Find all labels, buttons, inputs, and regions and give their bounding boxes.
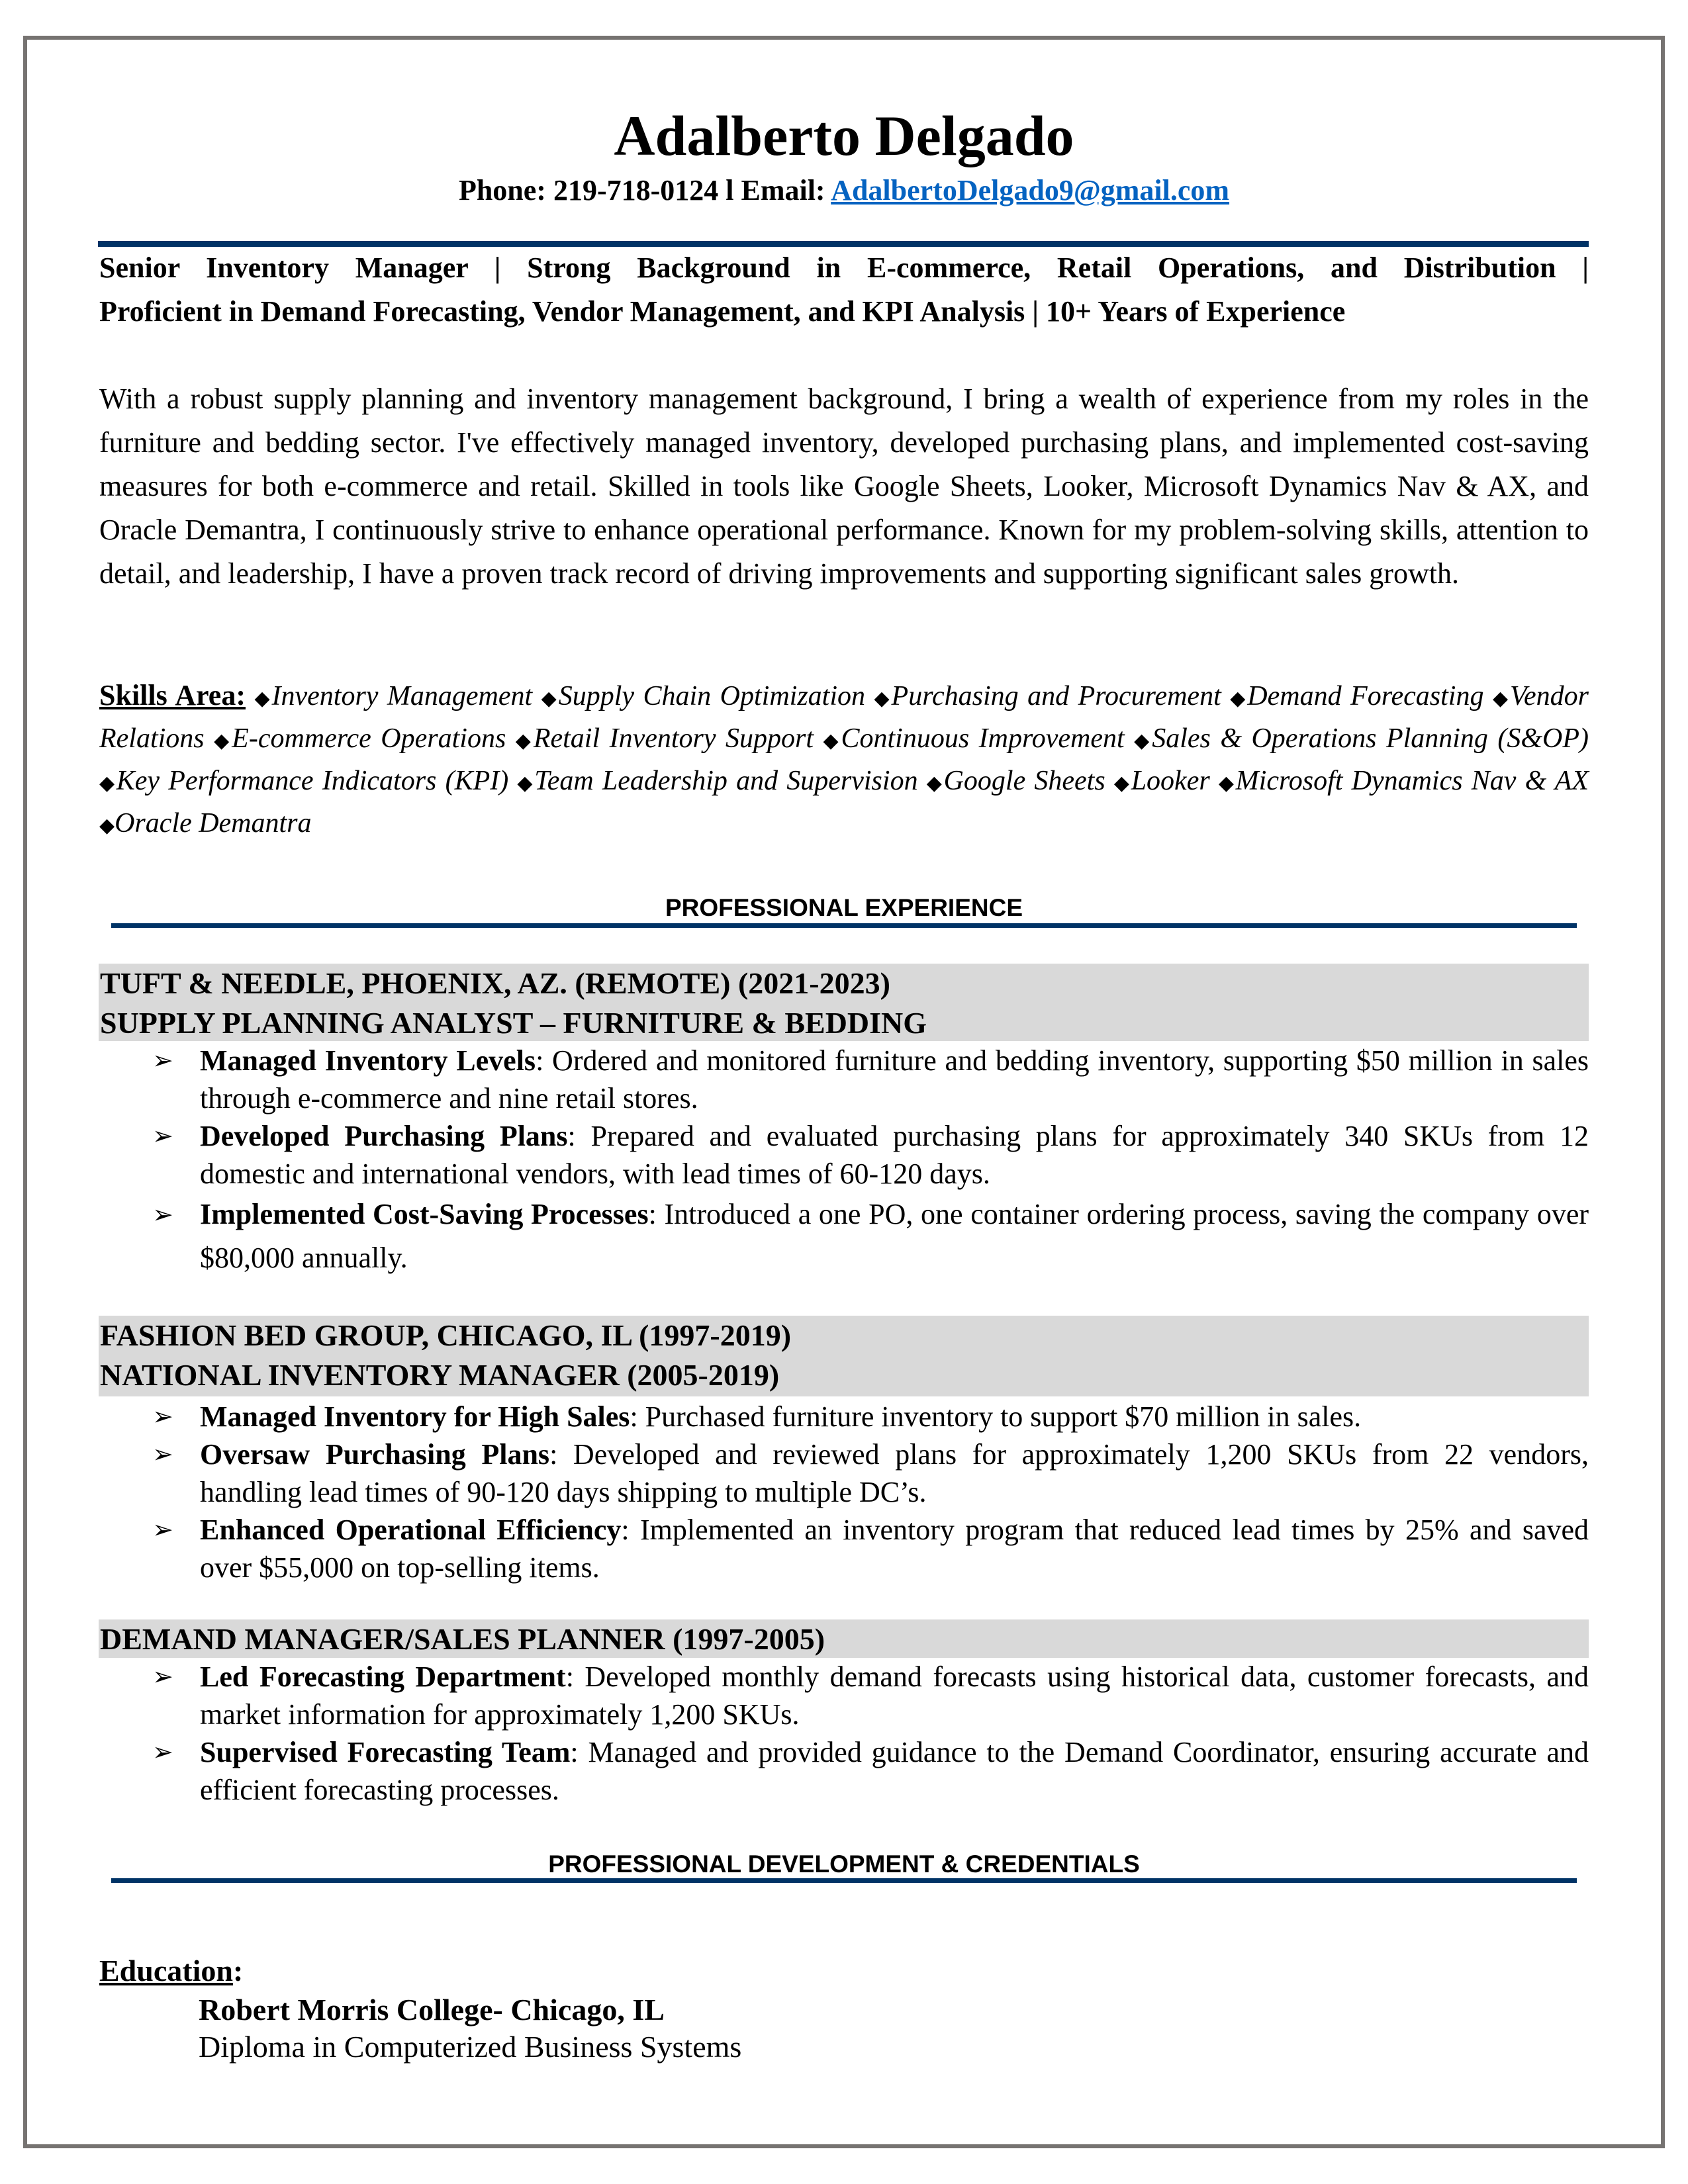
skill-item: Demand Forecasting [1247, 681, 1484, 711]
skill-item: Supply Chain Optimization [558, 681, 866, 711]
phone-number: 219-718-0124 [553, 174, 719, 206]
job-title: SUPPLY PLANNING ANALYST – FURNITURE & BEDDING [100, 1006, 927, 1040]
diamond-icon: ◆ [1134, 729, 1152, 752]
bullet-text: : Purchased furniture inventory to support $70 million in sales. [630, 1400, 1362, 1433]
job-bullet [99, 1193, 1589, 1280]
diamond-icon: ◆ [517, 772, 535, 795]
section-divider-credentials [111, 1878, 1577, 1883]
skill-item: Key Performance Indicators (KPI) [116, 766, 509, 796]
education-heading [99, 1951, 243, 1991]
job-company: FASHION BED GROUP, CHICAGO, IL (1997-2019) [100, 1318, 792, 1352]
education-degree: Diploma in Computerized Business Systems [199, 2030, 742, 2064]
diamond-icon: ◆ [214, 729, 232, 752]
job-bullets-tuft-needle [99, 1042, 1589, 1280]
arrowhead-bullet-icon: ➢ [152, 1515, 173, 1544]
arrowhead-bullet-icon: ➢ [152, 1200, 173, 1229]
diamond-icon: ◆ [515, 729, 534, 752]
job-title: NATIONAL INVENTORY MANAGER (2005-2019) [100, 1358, 780, 1392]
job-company: TUFT & NEEDLE, PHOENIX, AZ. (REMOTE) (2021-2023) [100, 966, 890, 1000]
bullet-text: : Prepared and evaluated purchasing plans for approximately 340 SKUs from 12 domestic and international vendors, with lead times of 60-120 days. [200, 1120, 1589, 1190]
job-bullet [99, 1658, 1589, 1733]
contact-line [0, 171, 1688, 210]
skill-item: Vendor Relations [99, 681, 1589, 754]
bullet-text: : Developed monthly demand forecasts using historical data, customer forecasts, and market information for approximately 1,200 SKUs. [200, 1661, 1589, 1731]
headline-line-2: Proficient in Demand Forecasting, Vendor Management, and KPI Analysis | 10+ Years of Experience [99, 295, 1346, 328]
diamond-icon: ◆ [926, 772, 944, 795]
bullet-lead: Oversaw Purchasing Plans [200, 1438, 550, 1471]
bullet-lead: Implemented Cost-Saving Processes [200, 1198, 649, 1230]
education-colon: : [232, 1954, 244, 1987]
education-school: Robert Morris College- Chicago, IL [199, 1993, 665, 2026]
bullet-lead: Managed Inventory Levels [200, 1044, 536, 1077]
skills-label: Skills Area: [99, 679, 246, 711]
skills-area [99, 675, 1589, 846]
section-title-experience: PROFESSIONAL EXPERIENCE [665, 894, 1023, 921]
job-bullet [99, 1435, 1589, 1511]
bullet-lead: Managed Inventory for High Sales [200, 1400, 630, 1433]
headline-line-1: Senior Inventory Manager | Strong Background in E-commerce, Retail Operations, and Distribution | [99, 251, 1589, 284]
diamond-icon: ◆ [874, 687, 892, 710]
bullet-lead: Developed Purchasing Plans [200, 1120, 568, 1152]
arrowhead-bullet-icon: ➢ [152, 1737, 173, 1766]
skill-item: Microsoft Dynamics Nav & AX [1235, 766, 1589, 796]
email-label: Email: [741, 174, 825, 206]
job-header-demand-manager [99, 1619, 1589, 1658]
professional-headline [99, 246, 1589, 334]
skill-item: Sales & Operations Planning (S&OP) [1152, 723, 1589, 754]
education-label: Education [99, 1954, 233, 1987]
job-header-tuft-needle [99, 964, 1589, 1041]
section-title-credentials: PROFESSIONAL DEVELOPMENT & CREDENTIALS [548, 1850, 1140, 1878]
summary-paragraph: With a robust supply planning and inventory management background, I bring a wealth of experience from my roles in the furniture and bedding sector. I've effectively managed inventory, developed purchasing plans, and implemented cost-saving measures for both e-commerce and retail. Skilled in tools like Google Sheets, Looker, Microsoft Dynamics Nav & AX, and Oracle Demantra, I continuously strive to enhance operational performance. Known for my problem-solving skills, attention to detail, and leadership, I have a proven track record of driving improvements and supporting significant sales growth. [99, 383, 1589, 590]
diamond-icon: ◆ [1492, 687, 1510, 710]
skill-item: E-commerce Operations [232, 723, 506, 754]
skill-item: Oracle Demantra [115, 808, 312, 839]
bullet-text: : Ordered and monitored furniture and bedding inventory, supporting $50 million in sales through e-commerce and nine retail stores. [200, 1044, 1589, 1115]
contact-separator: l [726, 174, 734, 206]
skill-item: Continuous Improvement [841, 723, 1125, 754]
bullet-lead: Enhanced Operational Efficiency [200, 1514, 622, 1546]
skill-item: Purchasing and Procurement [891, 681, 1221, 711]
diamond-icon: ◆ [99, 814, 115, 837]
diamond-icon: ◆ [823, 729, 841, 752]
arrowhead-bullet-icon: ➢ [152, 1439, 173, 1469]
bullet-lead: Led Forecasting Department [200, 1661, 566, 1693]
candidate-name: Adalberto Delgado [614, 104, 1074, 167]
job-bullet [99, 1733, 1589, 1809]
skills-list [99, 681, 1589, 839]
phone-label: Phone: [458, 174, 546, 206]
arrowhead-bullet-icon: ➢ [152, 1402, 173, 1431]
diamond-icon: ◆ [1230, 687, 1248, 710]
bullet-text: : Implemented an inventory program that reduced lead times by 25% and saved over $55,000 on top-selling items. [200, 1514, 1589, 1584]
skill-item: Inventory Management [271, 681, 533, 711]
job-bullet [99, 1042, 1589, 1117]
diamond-icon: ◆ [1113, 772, 1131, 795]
skill-item: Team Leadership and Supervision [534, 766, 918, 796]
bullet-text: : Managed and provided guidance to the Demand Coordinator, ensuring accurate and efficient forecasting processes. [200, 1736, 1589, 1806]
section-divider-experience [111, 923, 1577, 928]
arrowhead-bullet-icon: ➢ [152, 1662, 173, 1691]
bullet-text: : Developed and reviewed plans for approximately 1,200 SKUs from 22 vendors, handling lead times of 90-120 days shipping to multiple DC’s. [200, 1438, 1589, 1508]
arrowhead-bullet-icon: ➢ [152, 1121, 173, 1150]
diamond-icon: ◆ [254, 687, 272, 710]
bullet-lead: Supervised Forecasting Team [200, 1736, 571, 1768]
job-bullet [99, 1398, 1589, 1435]
arrowhead-bullet-icon: ➢ [152, 1046, 173, 1075]
bullet-text: : Introduced a one PO, one container ordering process, saving the company over $80,000 annually. [200, 1198, 1589, 1274]
skill-item: Google Sheets [943, 766, 1105, 796]
job-header-fashion-bed-group [99, 1316, 1589, 1396]
email-link[interactable]: AdalbertoDelgado9@gmail.com [831, 174, 1230, 206]
skill-item: Looker [1131, 766, 1210, 796]
job-bullet [99, 1511, 1589, 1586]
diamond-icon: ◆ [541, 687, 559, 710]
diamond-icon: ◆ [1218, 772, 1236, 795]
job-title: DEMAND MANAGER/SALES PLANNER (1997-2005) [100, 1622, 825, 1656]
job-bullets-demand-manager [99, 1658, 1589, 1809]
job-bullets-national-inventory-manager [99, 1398, 1589, 1586]
skill-item: Retail Inventory Support [533, 723, 814, 754]
diamond-icon: ◆ [99, 772, 117, 795]
job-bullet [99, 1117, 1589, 1193]
